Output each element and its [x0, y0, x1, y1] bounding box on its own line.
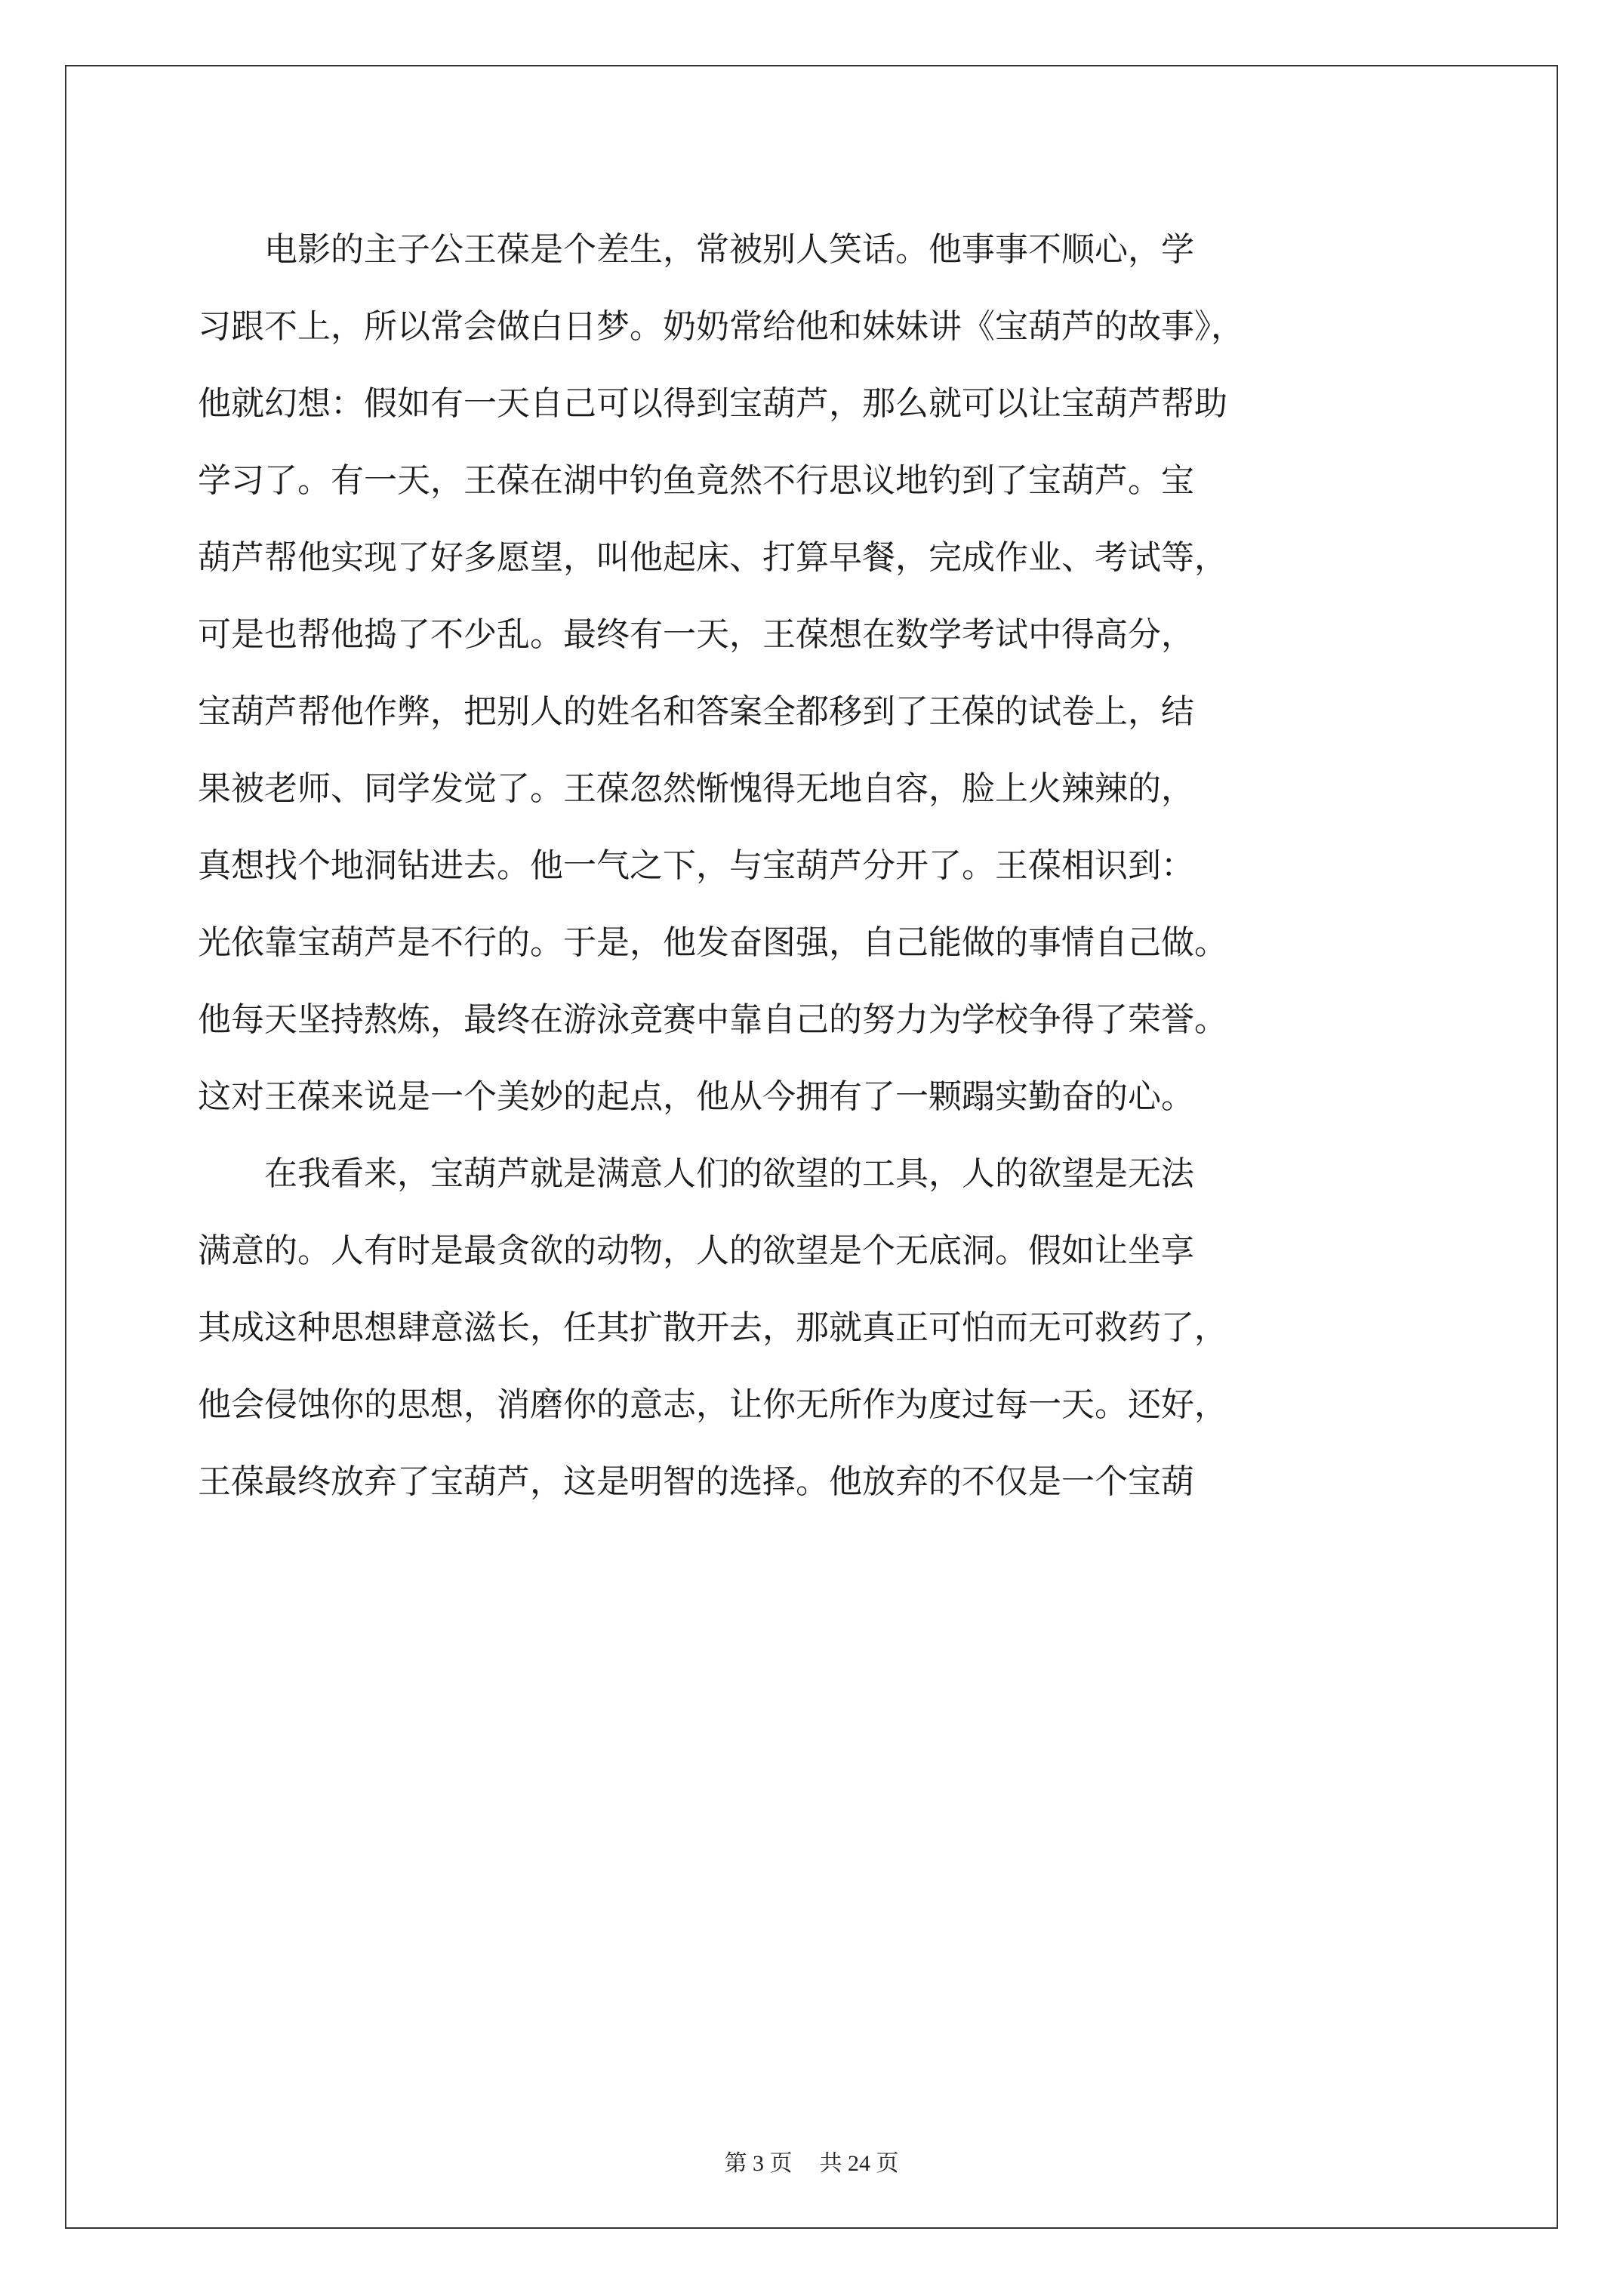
text-line: 王葆最终放弃了宝葫芦，这是明智的选择。他放弃的不仅是一个宝葫	[198, 1462, 1194, 1501]
page-number: 第 3 页	[724, 2151, 793, 2176]
text-line: 果被老师、同学发觉了。王葆忽然惭愧得无地自容，脸上火辣辣的，	[198, 769, 1194, 808]
text-line: 其成这种思想肆意滋长，任其扩散开去，那就真正可怕而无可救药了，	[198, 1308, 1227, 1347]
page-footer	[0, 2144, 1623, 2177]
text-line: 他每天坚持熬炼，最终在游泳竞赛中靠自己的努力为学校争得了荣誉。	[198, 1000, 1227, 1039]
text-line: 电影的主子公王葆是个差生，常被别人笑话。他事事不顺心，学	[198, 230, 1194, 269]
text-line: 可是也帮他捣了不少乱。最终有一天，王葆想在数学考试中得高分，	[198, 615, 1194, 654]
text-line: 真想找个地洞钻进去。他一气之下，与宝葫芦分开了。王葆相识到：	[198, 846, 1194, 885]
text-line: 习跟不上，所以常会做白日梦。奶奶常给他和妹妹讲《宝葫芦的故事》，	[198, 307, 1244, 346]
text-line: 这对王葆来说是一个美妙的起点，他从今拥有了一颗蹋实勤奋的心。	[198, 1077, 1194, 1116]
text-line: 光依靠宝葫芦是不行的。于是，他发奋图强，自己能做的事情自己做。	[198, 923, 1227, 962]
document-body	[198, 219, 1466, 1528]
text-line: 他会侵蚀你的思想，消磨你的意志，让你无所作为度过每一天。还好，	[198, 1385, 1227, 1424]
text-line: 他就幻想：假如有一天自己可以得到宝葫芦，那么就可以让宝葫芦帮助	[198, 384, 1227, 423]
text-line: 在我看来，宝葫芦就是满意人们的欲望的工具，人的欲望是无法	[198, 1154, 1194, 1193]
text-line: 学习了。有一天，王葆在湖中钓鱼竟然不行思议地钓到了宝葫芦。宝	[198, 461, 1194, 500]
text-line: 葫芦帮他实现了好多愿望，叫他起床、打算早餐，完成作业、考试等，	[198, 538, 1227, 577]
page-total: 共 24 页	[819, 2151, 899, 2176]
text-line: 满意的。人有时是最贪欲的动物，人的欲望是个无底洞。假如让坐享	[198, 1231, 1194, 1270]
text-line: 宝葫芦帮他作弊，把别人的姓名和答案全都移到了王葆的试卷上，结	[198, 692, 1194, 731]
